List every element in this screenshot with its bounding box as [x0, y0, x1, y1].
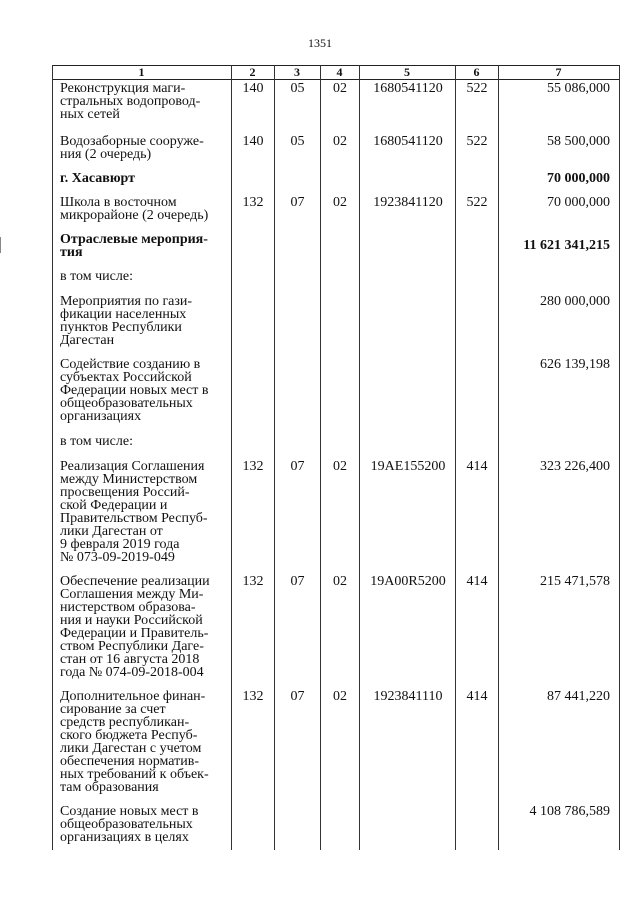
cell-col-7: 70 000,000	[547, 195, 610, 210]
cell-col-5: 1923841120	[373, 195, 443, 210]
cell-col-5: 19А00R5200	[370, 574, 446, 589]
col-border-5-6	[455, 65, 456, 850]
cell-col-7: 70 000,000	[547, 171, 610, 186]
cell-col-3: 05	[290, 134, 305, 149]
header-col-2: 2	[249, 65, 256, 79]
row-name: в том числе:	[60, 434, 133, 449]
budget-table	[52, 65, 620, 850]
cell-col-7: 215 471,578	[540, 574, 610, 589]
margin-mark	[0, 237, 1, 253]
cell-col-3: 07	[290, 195, 305, 210]
cell-col-4: 02	[333, 574, 347, 589]
col-border-4-5	[359, 65, 360, 850]
cell-col-5: 19АЕ155200	[370, 459, 446, 474]
cell-col-4: 02	[333, 195, 347, 210]
header-col-6: 6	[473, 65, 480, 79]
cell-col-7: 55 086,000	[547, 81, 610, 96]
cell-col-7: 280 000,000	[540, 294, 610, 309]
cell-col-6: 414	[466, 574, 488, 589]
col-border-right	[619, 65, 620, 850]
cell-col-3: 07	[290, 689, 305, 704]
cell-col-4: 02	[333, 689, 347, 704]
row-name: Обеспечение реализации Соглашения между Ми- нистерством образова- ния и науки Российской Федерации и Правитель- ством Республики Даге- стан от 16 августа 2018 года № 074-09-2018-004	[60, 574, 210, 680]
row-name: Дополнительное финан- сирование за счет средств республикан- ского бюджета Респуб- лики Дагестан с учетом обеспечения норматив- ных требований к объек- там образования	[60, 689, 209, 795]
cell-col-5: 1680541120	[373, 134, 443, 149]
row-name: Создание новых мест в общеобразовательных организациях в целях	[60, 804, 199, 845]
cell-col-7: 323 226,400	[540, 459, 610, 474]
col-border-2-3	[274, 65, 275, 850]
row-name: Школа в восточном микрорайоне (2 очередь)	[60, 195, 209, 223]
cell-col-4: 02	[333, 459, 347, 474]
col-border-1-2	[231, 65, 232, 850]
cell-col-7: 4 108 786,589	[529, 804, 610, 819]
row-name: Содействие созданию в субъектах Российской Федерации новых мест в общеобразовательных организациях	[60, 357, 209, 424]
cell-col-7: 58 500,000	[547, 134, 610, 149]
cell-col-6: 522	[466, 81, 488, 96]
header-bottom-border	[52, 79, 620, 80]
row-name: в том числе:	[60, 269, 133, 284]
cell-col-2: 140	[242, 134, 264, 149]
row-name: Водозаборные сооруже- ния (2 очередь)	[60, 134, 204, 162]
cell-col-2: 132	[242, 574, 264, 589]
cell-col-2: 132	[242, 689, 264, 704]
cell-col-6: 522	[466, 134, 488, 149]
cell-col-7: 87 441,220	[547, 689, 610, 704]
col-border-left	[52, 65, 53, 850]
cell-col-4: 02	[333, 81, 347, 96]
cell-col-3: 05	[290, 81, 305, 96]
header-col-5: 5	[404, 65, 410, 79]
col-border-3-4	[320, 65, 321, 850]
cell-col-2: 132	[242, 195, 264, 210]
cell-col-4: 02	[333, 134, 347, 149]
cell-col-6: 522	[466, 195, 488, 210]
cell-col-3: 07	[290, 459, 305, 474]
page-number: 1351	[308, 36, 332, 50]
row-name: Отраслевые мероприя- тия	[60, 232, 208, 260]
row-name: Реконструкция маги- стральных водопровод- ных сетей	[60, 81, 201, 122]
header-col-3: 3	[294, 65, 300, 79]
cell-col-7: 626 139,198	[540, 357, 610, 372]
cell-col-6: 414	[466, 459, 488, 474]
row-name: Реализация Соглашения между Министерством просвещения Россий- ской Федерации и Правительством Респуб- лики Дагестан от 9 февраля 2019 года № 073-09-2019-049	[60, 459, 208, 565]
cell-col-5: 1923841110	[373, 689, 443, 704]
cell-col-7: 11 621 341,215	[523, 238, 610, 253]
cell-col-2: 140	[242, 81, 264, 96]
row-name: Мероприятия по гази- фикации населенных пунктов Республики Дагестан	[60, 294, 193, 348]
header-col-7: 7	[555, 65, 562, 79]
cell-col-5: 1680541120	[373, 81, 443, 96]
header-col-4: 4	[336, 65, 343, 79]
row-name: г. Хасавюрт	[60, 171, 136, 186]
cell-col-2: 132	[242, 459, 264, 474]
cell-col-3: 07	[290, 574, 305, 589]
cell-col-6: 414	[466, 689, 488, 704]
header-col-1: 1	[138, 65, 145, 79]
